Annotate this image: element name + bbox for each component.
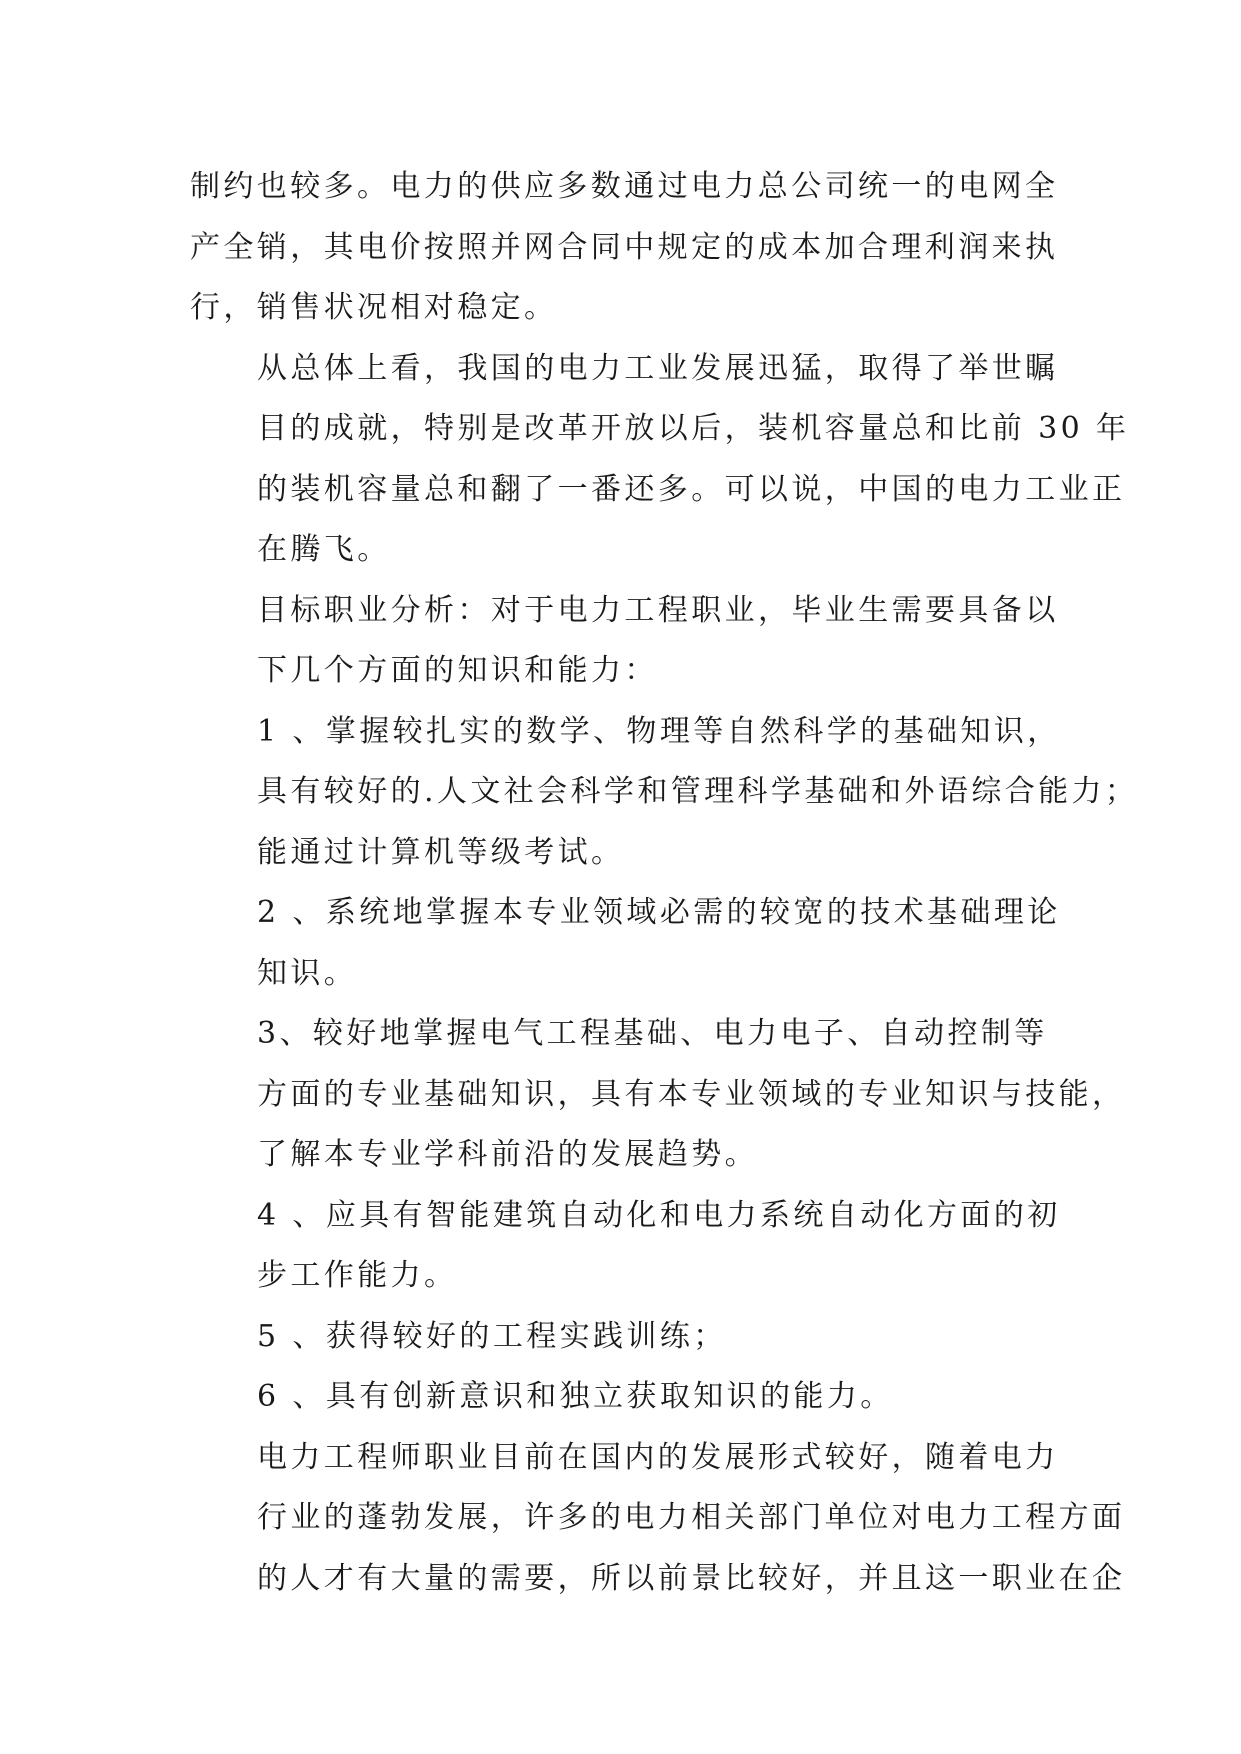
text-line: 知识。 bbox=[257, 955, 358, 991]
text-line: 目标职业分析：对于电力工程职业，毕业生需要具备以 bbox=[257, 592, 1059, 628]
text-line: 行，销售状况相对稳定。 bbox=[190, 290, 558, 325]
text-line: 5 、获得较好的工程实践训练； bbox=[257, 1318, 727, 1354]
text-line: 能通过计算机等级考试。 bbox=[257, 834, 625, 870]
text-line: 下几个方面的知识和能力： bbox=[257, 653, 658, 688]
document-body bbox=[190, 157, 1139, 1609]
paragraph bbox=[190, 1367, 1070, 1428]
text-line: 制约也较多。电力的供应多数通过电力总公司统一的电网全 bbox=[190, 169, 1059, 204]
text-line: 目的成就，特别是改革开放以后，装机容量总和比前 30 年 bbox=[257, 411, 1130, 446]
text-line: 行业的蓬勃发展，许多的电力相关部门单位对电力工程方面 bbox=[257, 1500, 1126, 1535]
text-line: 在腾飞。 bbox=[257, 532, 391, 567]
text-line: 1 、掌握较扎实的数学、物理等自然科学的基础知识， bbox=[257, 713, 1061, 749]
text-line: 6 、具有创新意识和独立获取知识的能力。 bbox=[257, 1379, 894, 1414]
text-line: 方面的专业基础知识，具有本专业领域的专业知识与技能， bbox=[257, 1076, 1126, 1112]
text-line: 产全销，其电价按照并网合同中规定的成本加合理利润来执 bbox=[190, 229, 1059, 265]
paragraph bbox=[190, 1004, 1126, 1186]
text-line: 的人才有大量的需要，所以前景比较好，并且这一职业在企 bbox=[257, 1560, 1126, 1596]
text-line: 3、较好地掌握电气工程基础、电力电子、自动控制等 bbox=[257, 1016, 1048, 1051]
text-line: 具有较好的.人文社会科学和管理科学基础和外语综合能力； bbox=[257, 774, 1139, 809]
text-line: 2 、系统地掌握本专业领域必需的较宽的技术基础理论 bbox=[257, 895, 1061, 930]
text-line: 步工作能力。 bbox=[257, 1258, 458, 1293]
paragraph bbox=[190, 702, 1139, 884]
paragraph bbox=[190, 1307, 1070, 1368]
paragraph bbox=[190, 339, 1130, 581]
paragraph bbox=[190, 157, 1070, 339]
text-line: 从总体上看，我国的电力工业发展迅猛，取得了举世瞩 bbox=[257, 350, 1059, 386]
paragraph bbox=[190, 1428, 1126, 1610]
text-line: 的装机容量总和翻了一番还多。可以说，中国的电力工业正 bbox=[257, 471, 1126, 507]
paragraph bbox=[190, 581, 1070, 702]
text-line: 4 、应具有智能建筑自动化和电力系统自动化方面的初 bbox=[257, 1197, 1061, 1233]
text-line: 了解本专业学科前沿的发展趋势。 bbox=[257, 1137, 758, 1172]
text-line: 电力工程师职业目前在国内的发展形式较好，随着电力 bbox=[257, 1439, 1059, 1475]
paragraph bbox=[190, 883, 1070, 1004]
paragraph bbox=[190, 1186, 1070, 1307]
